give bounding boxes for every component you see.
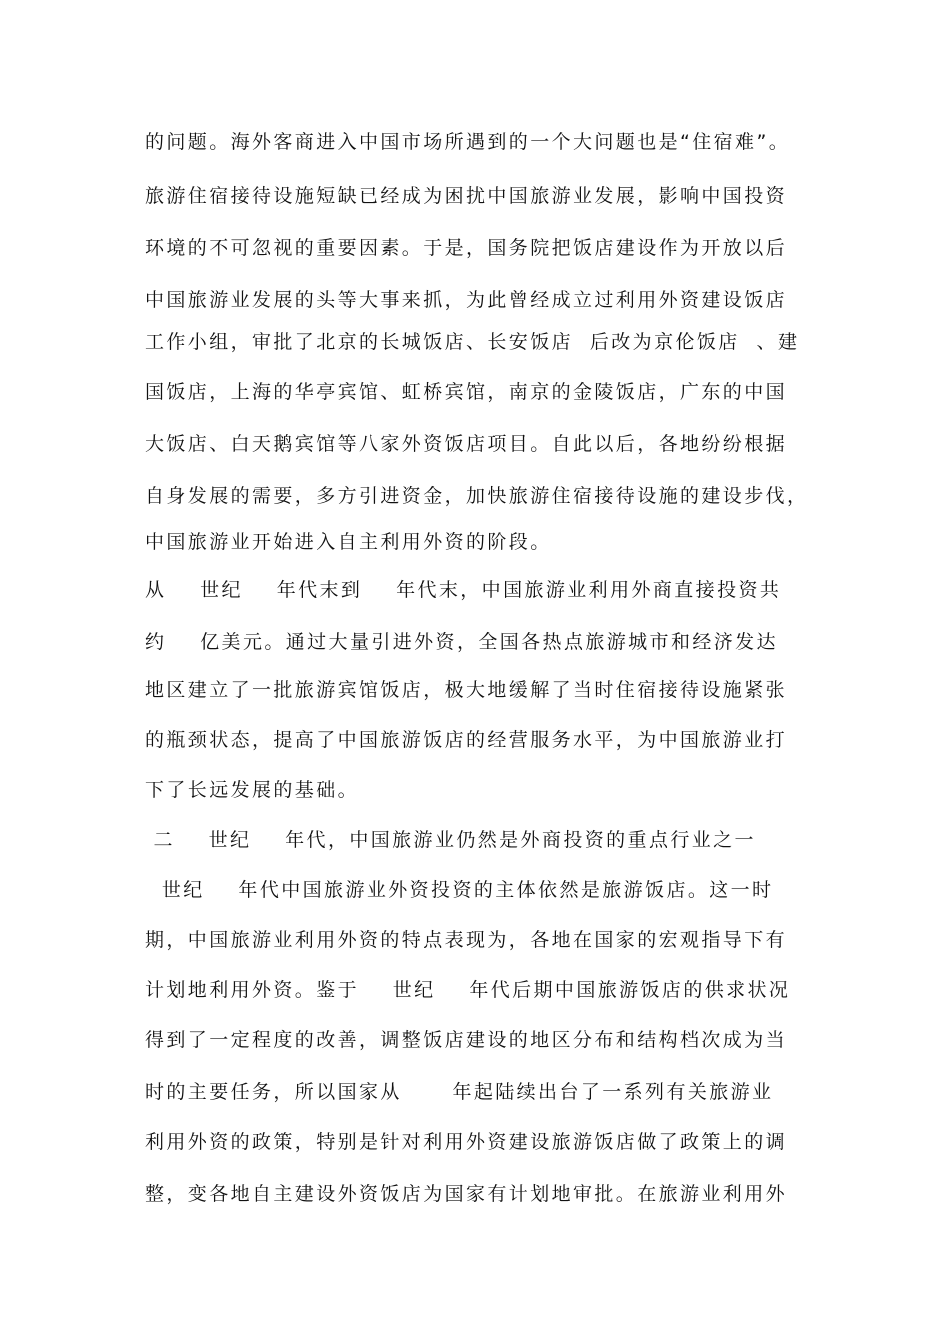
text-line: 期，中国旅游业利用外资的特点表现为，各地在国家的宏观指导下有 — [145, 929, 788, 951]
text-line: 计划地利用外资。鉴于 世纪 年代后期中国旅游饭店的供求状况 — [145, 979, 791, 1001]
text-line: 的问题。海外客商进入中国市场所遇到的一个大问题也是“住宿难”。 — [145, 131, 791, 153]
text-line: 工作小组，审批了北京的长城饭店、长安饭店 后改为京伦饭店 、建 — [145, 331, 800, 353]
text-line: 利用外资的政策，特别是针对利用外资建设旅游饭店做了政策上的调 — [145, 1131, 788, 1153]
text-line: 二 世纪 年代，中国旅游业仍然是外商投资的重点行业之一 — [145, 829, 756, 851]
text-line: 下了长远发展的基础。 — [145, 779, 360, 801]
text-line: 世纪 年代中国旅游业外资投资的主体依然是旅游饭店。这一时 — [145, 879, 774, 901]
text-line: 旅游住宿接待设施短缺已经成为困扰中国旅游业发展，影响中国投资 — [145, 185, 788, 207]
text-line: 大饭店、白天鹅宾馆等八家外资饭店项目。自此以后，各地纷纷根据 — [145, 433, 788, 455]
text-line: 的瓶颈状态，提高了中国旅游饭店的经营服务水平，为中国旅游业打 — [145, 729, 788, 751]
text-line: 时的主要任务，所以国家从 年起陆续出台了一系列有关旅游业 — [145, 1081, 774, 1103]
text-line: 中国旅游业开始进入自主利用外资的阶段。 — [145, 531, 552, 553]
text-line: 自身发展的需要，多方引进资金，加快旅游住宿接待设施的建设步伐， — [145, 485, 809, 507]
text-line: 国饭店，上海的华亭宾馆、虹桥宾馆，南京的金陵饭店，广东的中国 — [145, 381, 788, 403]
text-line: 环境的不可忽视的重要因素。于是，国务院把饭店建设作为开放以后 — [145, 237, 788, 259]
text-line: 约 亿美元。通过大量引进外资，全国各热点旅游城市和经济发达 — [145, 631, 778, 653]
text-line: 整，变各地自主建设外资饭店为国家有计划地审批。在旅游业利用外 — [145, 1183, 788, 1205]
text-line: 地区建立了一批旅游宾馆饭店，极大地缓解了当时住宿接待设施紧张 — [145, 679, 788, 701]
text-line: 得到了一定程度的改善，调整饭店建设的地区分布和结构档次成为当 — [145, 1029, 788, 1051]
text-line: 从 世纪 年代末到 年代末，中国旅游业利用外商直接投资共 — [145, 579, 782, 601]
text-line: 中国旅游业发展的头等大事来抓，为此曾经成立过利用外资建设饭店 — [145, 289, 788, 311]
